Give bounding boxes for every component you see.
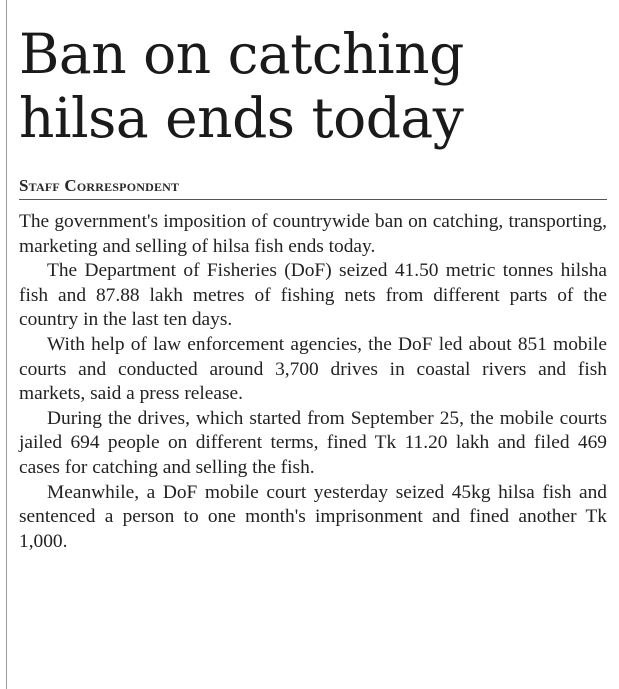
- news-article: [19, 0, 607, 554]
- paragraph-3: With help of law enforcement agencies, the DoF led about 851 mobile courts and conducted around 3,700 drives in coastal rivers and fish markets, said a press release.: [19, 333, 607, 405]
- paragraph-1: The government's imposition of countrywide ban on catching, transporting, marketing and selling of hilsa fish ends today.: [19, 211, 607, 257]
- paragraph-2: The Department of Fisheries (DoF) seized 41.50 metric tonnes hilsha fish and 87.88 lakh metres of fishing nets from different parts of the country in the last ten days.: [19, 260, 607, 331]
- column-rule: [6, 0, 7, 689]
- byline: Staff Correspondent: [19, 176, 607, 200]
- article-body: [19, 210, 607, 554]
- paragraph-5: Meanwhile, a DoF mobile court yesterday seized 45kg hilsa fish and sentenced a person to one month's imprisonment and fined another Tk 1,000.: [19, 481, 607, 552]
- headline-line-1: Ban on catching: [19, 22, 464, 86]
- headline-line-2: hilsa ends today: [19, 86, 464, 150]
- paragraph-4: During the drives, which started from September 25, the mobile courts jailed 694 people on different terms, fined Tk 11.20 lakh and filed 469 cases for catching and selling the fish.: [19, 407, 607, 478]
- headline: [19, 0, 607, 150]
